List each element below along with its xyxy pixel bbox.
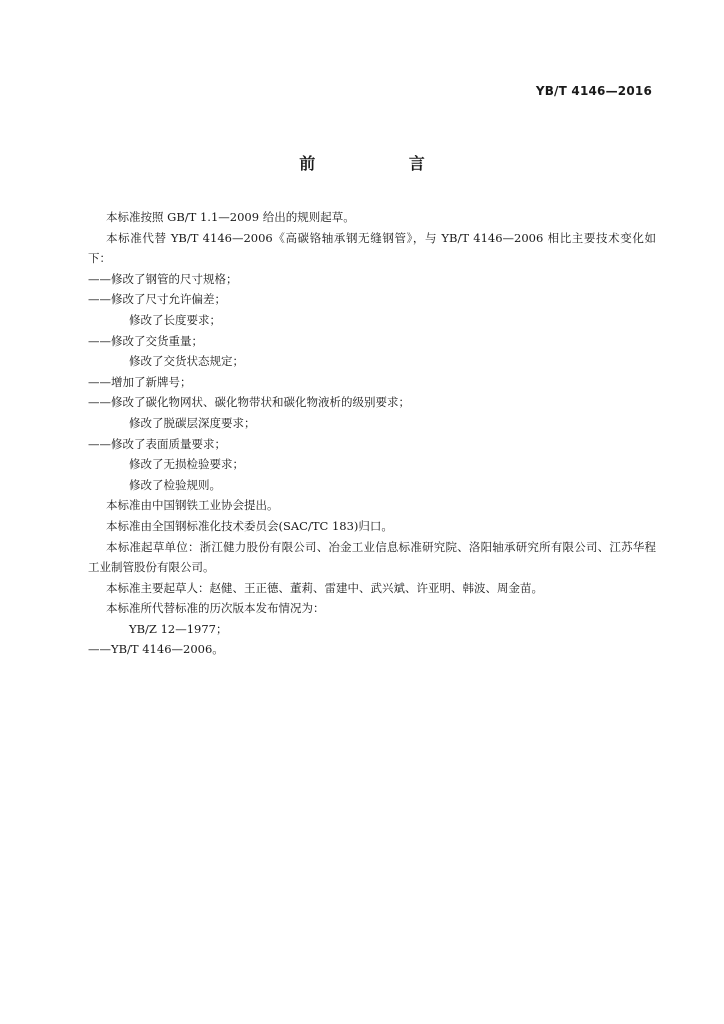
page-title: 前 言	[299, 154, 469, 173]
change-item: ——修改了碳化物网状、碳化物带状和碳化物液析的级别要求；	[88, 395, 410, 410]
change-item: ——修改了交货重量；	[88, 333, 203, 348]
change-item: 修改了长度要求；	[129, 312, 221, 327]
change-item: ——修改了尺寸允许偏差；	[88, 292, 226, 307]
paragraph-history-intro: 本标准所代替标准的历次版本发布情况为：	[106, 601, 325, 616]
change-item: 修改了检验规则。	[129, 477, 221, 492]
history-item: ——YB/T 4146—2006。	[88, 642, 224, 657]
change-item: ——增加了新牌号；	[88, 374, 192, 389]
change-item: 修改了交货状态规定；	[129, 354, 244, 369]
paragraph-committee: 本标准由全国钢标准化技术委员会(SAC/TC 183)归口。	[106, 518, 393, 533]
foreword-body	[88, 207, 656, 660]
change-item: 修改了无损检验要求；	[129, 457, 244, 472]
standard-code: YB/T 4146—2016	[535, 84, 652, 98]
paragraph-drafters: 本标准主要起草人：赵健、王正德、董莉、雷建中、武兴斌、许亚明、韩波、周金苗。	[106, 580, 543, 595]
change-item: ——修改了钢管的尺寸规格；	[88, 271, 238, 286]
paragraph-drafting-rules: 本标准按照 GB/T 1.1—2009 给出的规则起草。	[106, 210, 355, 224]
paragraph-replacement: 本标准代替 YB/T 4146—2006《高碳铬轴承钢无缝钢管》，与 YB/T 4146—2006 相比主要技术变化如下：	[88, 230, 656, 266]
history-item: YB/Z 12—1977；	[129, 621, 228, 636]
paragraph-proposer: 本标准由中国钢铁工业协会提出。	[106, 498, 279, 513]
paragraph-drafting-units: 本标准起草单位：浙江健力股份有限公司、冶金工业信息标准研究院、洛阳轴承研究所有限公司、江苏华程工业制管股份有限公司。	[88, 539, 656, 575]
change-item: ——修改了表面质量要求；	[88, 436, 226, 451]
change-item: 修改了脱碳层深度要求；	[129, 415, 256, 430]
